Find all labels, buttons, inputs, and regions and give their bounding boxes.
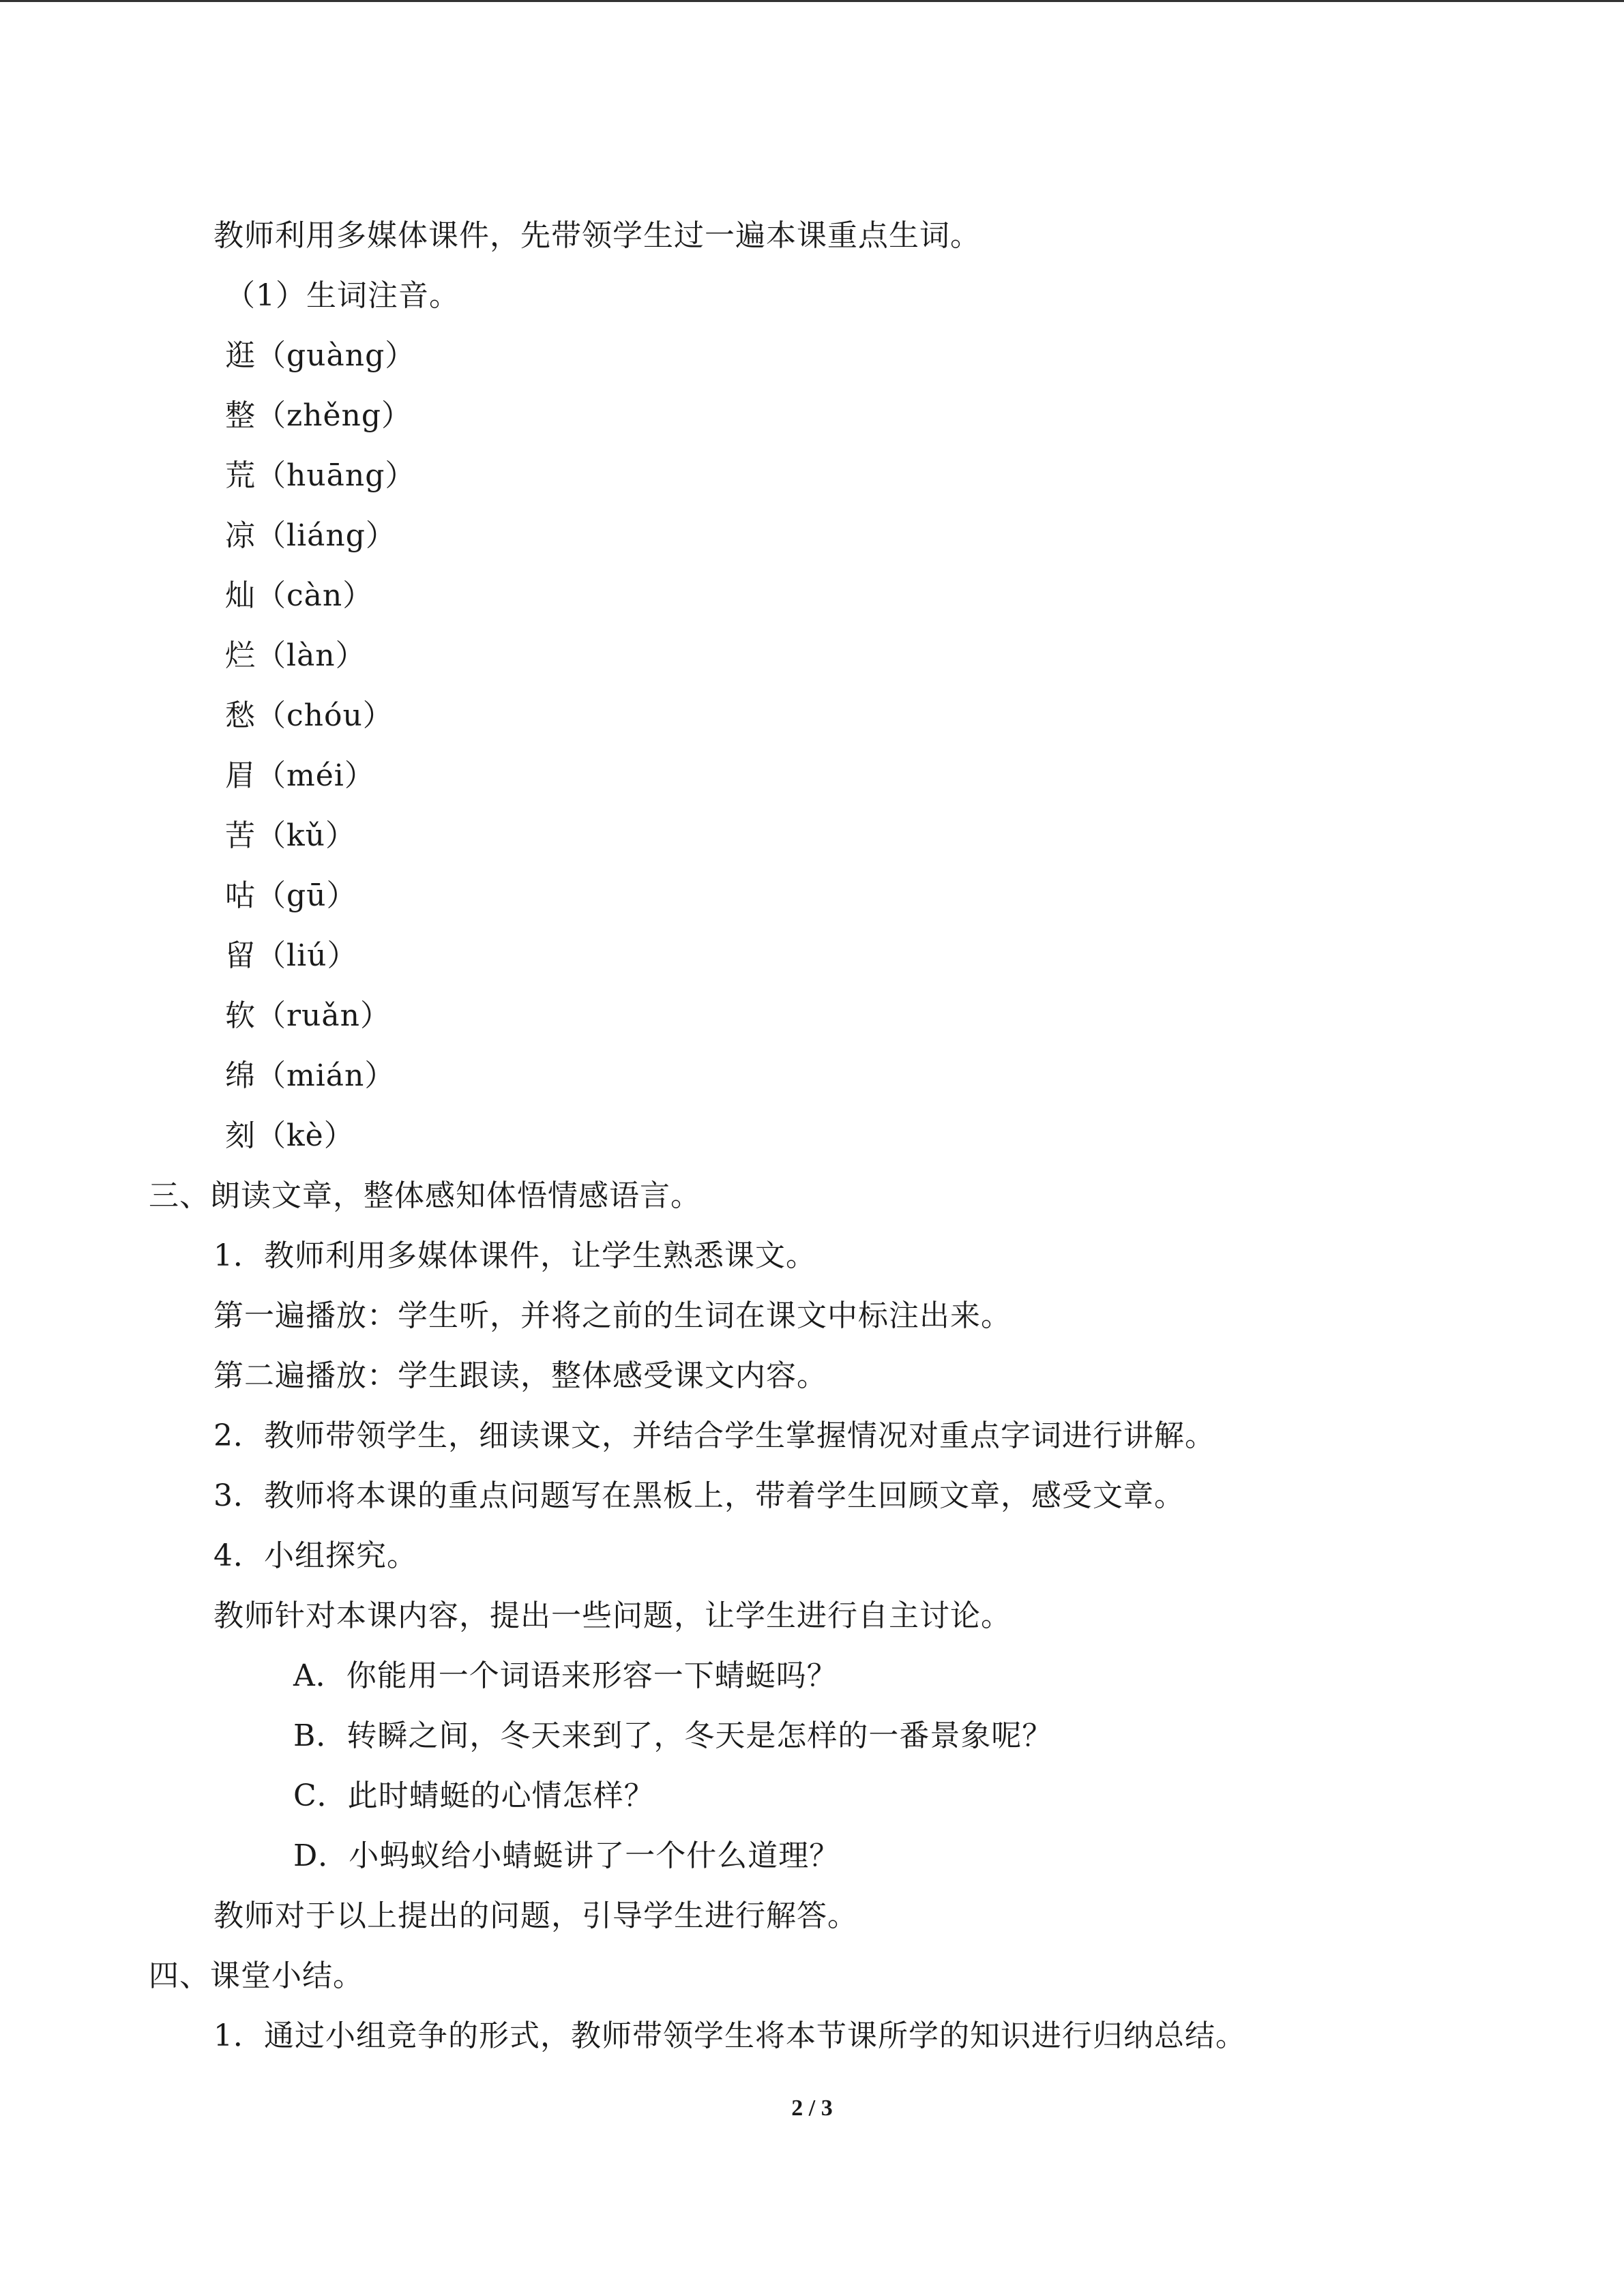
vocab-item: 眉（méi） [225,758,375,793]
vocab-item: 绵（mián） [225,1058,396,1093]
vocab-item: 荒（huāng） [225,458,416,493]
vocab-item: 愁（chóu） [225,698,394,733]
vocab-item: 逛（guàng） [225,338,416,373]
vocab-item: 刻（kè） [225,1118,355,1153]
body-paragraph: 1．通过小组竞争的形式，教师带领学生将本节课所学的知识进行归纳总结。 [213,2018,1246,2053]
question-item: A．你能用一个词语来形容一下蜻蜓吗？ [293,1658,838,1693]
body-paragraph: 教师利用多媒体课件，先带领学生过一遍本课重点生词。 [213,218,981,253]
section-heading: 三、朗读文章，整体感知体悟情感语言。 [149,1178,701,1213]
vocab-item: （1）生词注音。 [225,278,460,313]
body-paragraph: 2．教师带领学生，细读课文，并结合学生掌握情况对重点字词进行讲解。 [213,1418,1215,1453]
body-paragraph: 4．小组探究。 [213,1538,417,1573]
vocab-item: 咕（gū） [225,878,357,913]
section-heading: 四、课堂小结。 [149,1958,364,1993]
vocab-item: 留（liú） [225,938,358,973]
vocab-item: 软（ruǎn） [225,998,391,1033]
body-paragraph: 第二遍播放：学生跟读，整体感受课文内容。 [213,1358,827,1393]
question-item: D．小蚂蚁给小蜻蜓讲了一个什么道理？ [293,1838,840,1873]
vocab-item: 苦（kǔ） [225,818,356,853]
question-item: B．转瞬之间，冬天来到了，冬天是怎样的一番景象呢？ [293,1718,1053,1753]
vocab-item: 灿（càn） [225,578,374,613]
body-paragraph: 教师对于以上提出的问题，引导学生进行解答。 [213,1898,858,1933]
body-paragraph: 教师针对本课内容，提出一些问题，让学生进行自主讨论。 [213,1598,1012,1633]
vocab-item: 凉（liáng） [225,518,396,553]
top-border-rule [0,0,1624,2]
body-paragraph: 第一遍播放：学生听，并将之前的生词在课文中标注出来。 [213,1298,1012,1333]
question-item: C．此时蜻蜓的心情怎样？ [293,1778,655,1813]
body-paragraph: 3．教师将本课的重点问题写在黑板上，带着学生回顾文章，感受文章。 [213,1478,1185,1513]
page-number: 2 / 3 [791,2096,833,2121]
vocab-item: 烂（làn） [225,638,366,673]
vocab-item: 整（zhěng） [225,398,413,433]
body-paragraph: 1．教师利用多媒体课件，让学生熟悉课文。 [213,1238,816,1273]
